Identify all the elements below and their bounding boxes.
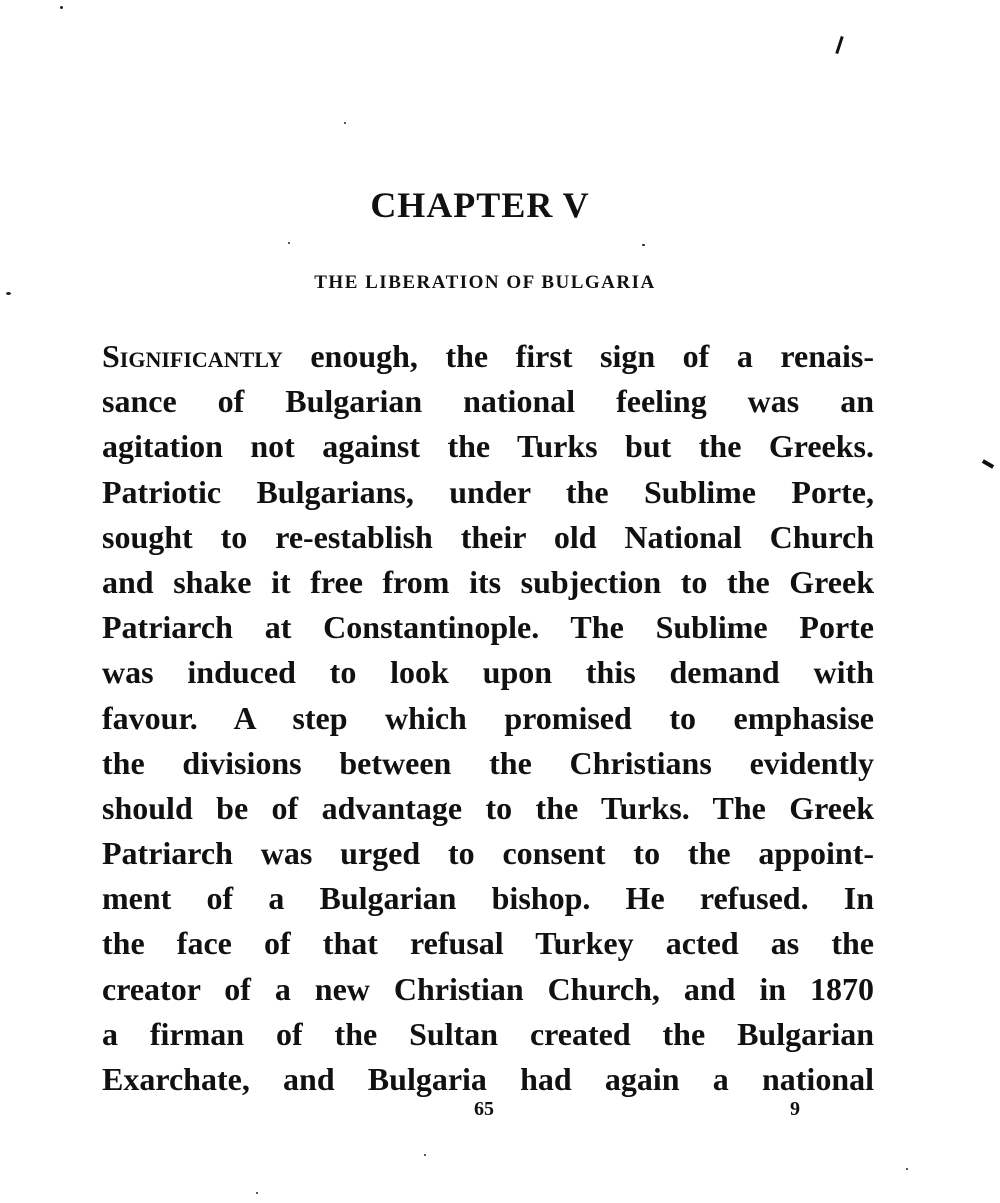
- text-line: [102, 334, 874, 379]
- body-paragraph: [102, 334, 874, 1102]
- signature-mark: 9: [790, 1098, 800, 1120]
- text-line: Patriarch was urged to consent to the appoint-: [102, 835, 874, 872]
- text-line: ment of a Bulgarian bishop. He refused. In: [102, 880, 874, 917]
- ink-tick-mark: [835, 36, 843, 54]
- scan-speck: [60, 6, 63, 9]
- margin-ink-mark: [982, 459, 994, 468]
- text-line: Exarchate, and Bulgaria had again a national: [102, 1061, 874, 1097]
- text-line: sance of Bulgarian national feeling was an: [102, 383, 874, 420]
- text-line: a firman of the Sultan created the Bulgarian: [102, 1015, 874, 1052]
- scan-speck: [288, 242, 290, 244]
- text-line: was induced to look upon this demand with: [102, 654, 874, 691]
- text-line: Patriarch at Constantinople. The Sublime Porte: [102, 609, 874, 646]
- text-line: favour. A step which promised to emphasise: [102, 699, 874, 736]
- text-line: sought to re-establish their old National Church: [102, 518, 874, 555]
- text-line: agitation not against the Turks but the Greeks.: [102, 428, 874, 465]
- page-number: 65: [474, 1098, 494, 1120]
- text-line: the face of that refusal Turkey acted as the: [102, 925, 874, 962]
- text-line: and shake it free from its subjection to the Greek: [102, 563, 874, 600]
- text-line: creator of a new Christian Church, and in 1870: [102, 970, 874, 1007]
- scan-speck: [642, 244, 645, 246]
- scan-speck: [256, 1192, 258, 1194]
- text-line: Patriotic Bulgarians, under the Sublime Porte,: [102, 473, 874, 510]
- chapter-subtitle: THE LIBERATION OF BULGARIA: [314, 272, 656, 293]
- first-line-text: enough, the first sign of a renais-: [282, 338, 874, 374]
- text-line: should be of advantage to the Turks. The Greek: [102, 789, 874, 826]
- small-caps-lead: Significantly: [102, 338, 283, 374]
- text-line: the divisions between the Christians evidently: [102, 744, 874, 781]
- scan-speck: [424, 1154, 426, 1156]
- scan-speck: [906, 1168, 908, 1170]
- chapter-heading: CHAPTER V: [370, 185, 590, 225]
- scan-speck: [344, 122, 346, 124]
